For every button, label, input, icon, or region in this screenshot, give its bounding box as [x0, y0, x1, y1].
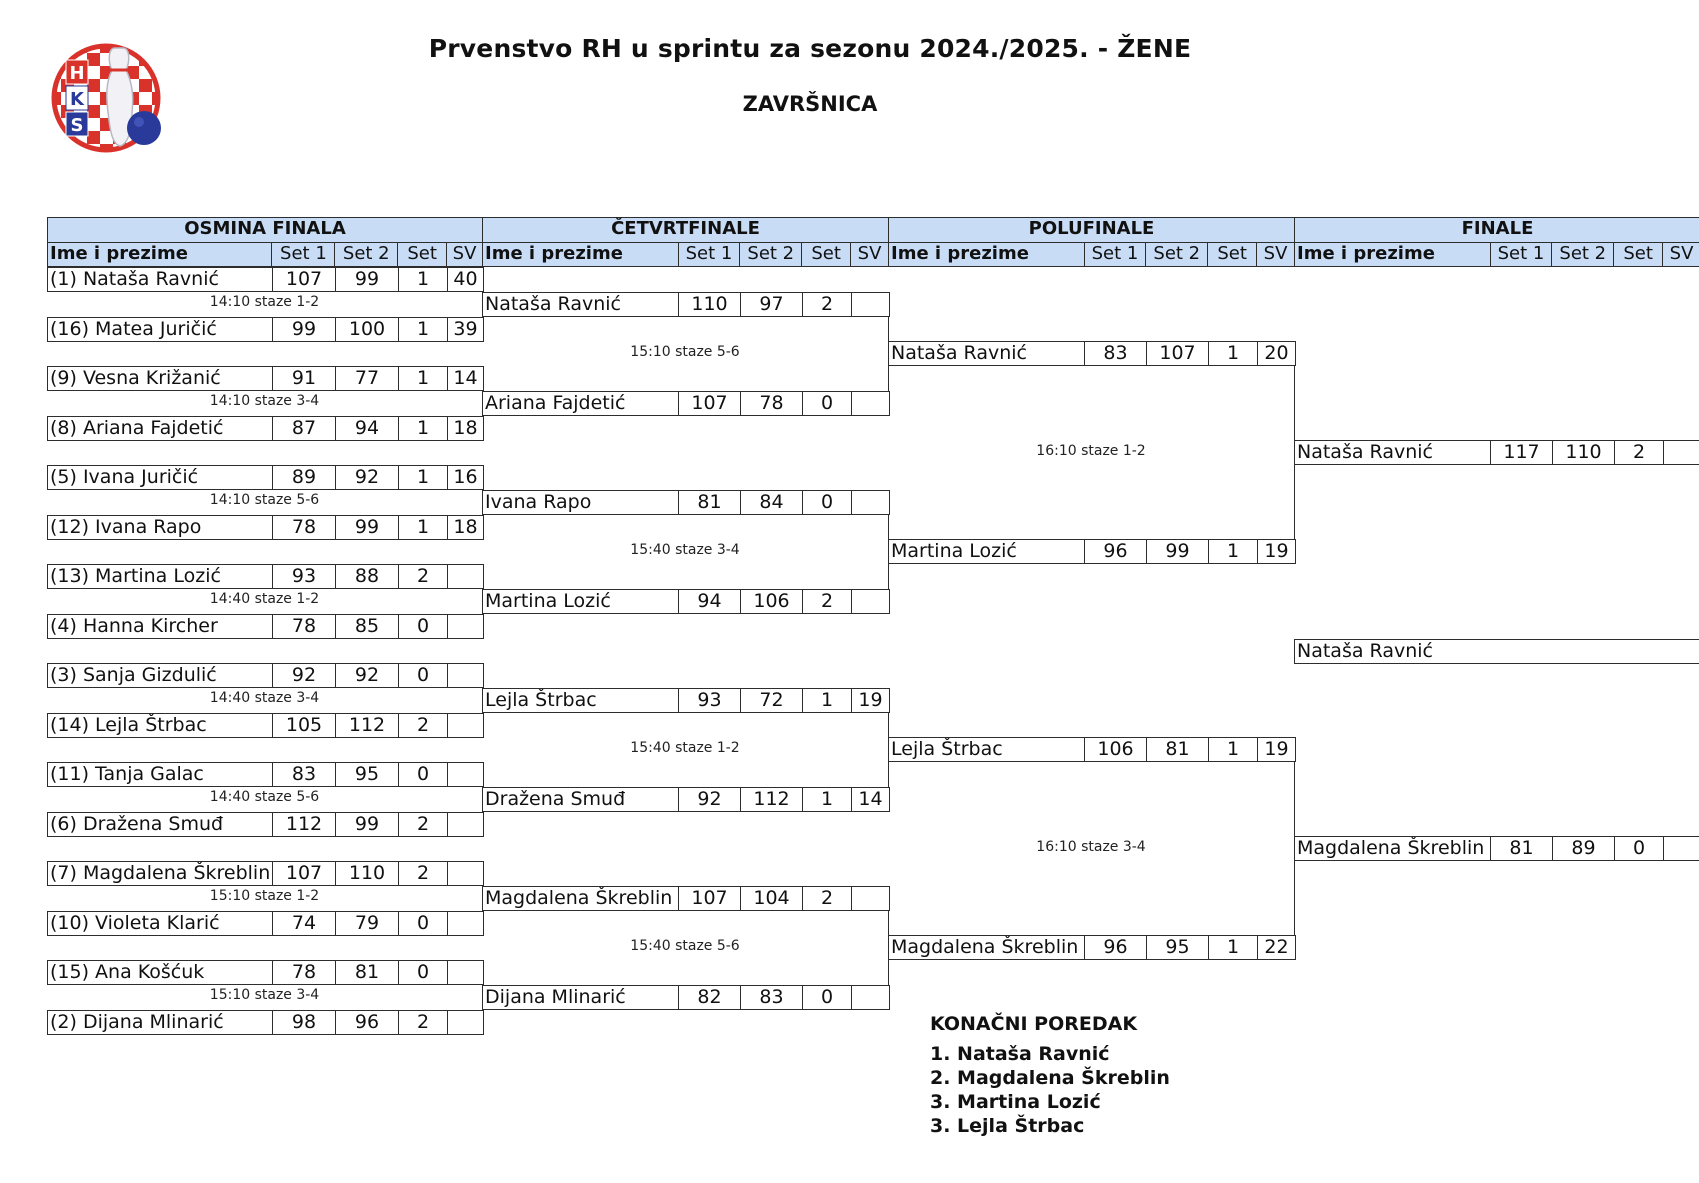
bracket-connector — [482, 910, 889, 911]
score-sv: 19 — [858, 688, 883, 711]
bracket-connector — [888, 761, 1295, 762]
player-row — [47, 762, 484, 787]
player-name: (7) Magdalena Škreblin — [48, 862, 273, 885]
bracket-connector — [47, 588, 483, 589]
column-header: Ime i prezime — [483, 243, 679, 266]
logo-letter-s: S — [70, 115, 84, 136]
player-row — [888, 935, 1296, 960]
round-title: ČETVRTFINALE — [482, 217, 889, 243]
player-row — [47, 416, 484, 441]
logo-checker-square — [152, 144, 164, 156]
player-row — [47, 812, 484, 837]
score-set2: 106 — [741, 590, 803, 613]
score-set2: 78 — [741, 392, 803, 415]
player-name: (2) Dijana Mlinarić — [48, 1011, 273, 1034]
player-name: (3) Sanja Gizdulić — [48, 664, 273, 687]
column-header-row — [47, 242, 483, 267]
score-set: 1 — [399, 318, 448, 341]
score-set: 2 — [399, 565, 448, 588]
score-sv — [448, 763, 483, 786]
bracket-connector — [482, 712, 889, 713]
player-name: (14) Lejla Štrbac — [48, 714, 273, 737]
score-sv — [448, 862, 483, 885]
player-name: Ariana Fajdetić — [483, 392, 679, 415]
score-sv — [852, 590, 889, 613]
score-set: 0 — [399, 961, 448, 984]
standings-item: 1. Nataša Ravnić — [930, 1043, 1110, 1065]
player-row — [47, 515, 484, 540]
final-standings — [930, 1012, 1170, 1138]
score-sv: 19 — [1264, 540, 1289, 563]
match-time-lanes: 15:40 staze 1-2 — [630, 739, 740, 756]
match-time-lanes: 14:10 staze 3-4 — [209, 393, 320, 410]
score-sv — [448, 664, 483, 687]
player-name: Nataša Ravnić — [889, 342, 1085, 365]
player-name: Dijana Mlinarić — [483, 986, 679, 1009]
match-time-lanes: 15:40 staze 5-6 — [630, 937, 740, 954]
bracket-connector — [47, 687, 483, 688]
bracket-connector — [1294, 464, 1699, 465]
bracket-connector — [888, 365, 1295, 366]
score-sv — [852, 887, 889, 910]
player-row — [888, 539, 1296, 564]
score-set2: 92 — [336, 664, 399, 687]
player-name: (1) Nataša Ravnić — [48, 268, 273, 291]
score-set: 1 — [399, 367, 448, 390]
logo-checker-square — [139, 79, 152, 92]
score-sv — [852, 293, 889, 316]
score-set: 1 — [1209, 936, 1258, 959]
score-set1: 112 — [273, 813, 336, 836]
column-header: Set 1 — [1491, 243, 1553, 266]
column-header: Set 1 — [1085, 243, 1147, 266]
score-set1: 83 — [1085, 342, 1147, 365]
score-set1: 81 — [679, 491, 741, 514]
score-sv: 14 — [858, 787, 883, 810]
score-set1: 78 — [273, 615, 336, 638]
score-set1: 82 — [679, 986, 741, 1009]
score-set2: 97 — [741, 293, 803, 316]
column-header: Set 2 — [740, 243, 802, 266]
match-time-lanes: 15:10 staze 1-2 — [209, 888, 320, 905]
score-sv — [448, 565, 483, 588]
score-set: 2 — [1615, 441, 1664, 464]
player-name: Lejla Štrbac — [483, 689, 679, 712]
score-set2: 79 — [336, 912, 399, 935]
score-set2: 112 — [336, 714, 399, 737]
score-set: 1 — [1209, 738, 1258, 761]
match-time-lanes: 15:40 staze 3-4 — [630, 541, 740, 558]
column-header: SV — [1669, 243, 1694, 264]
match-time-lanes: 14:40 staze 1-2 — [209, 591, 320, 608]
column-header: SV — [857, 243, 882, 264]
column-header: Set 2 — [1146, 243, 1208, 266]
score-set2: 84 — [741, 491, 803, 514]
score-set2: 100 — [336, 318, 399, 341]
score-sv — [852, 986, 889, 1009]
score-set: 2 — [399, 862, 448, 885]
player-row — [482, 985, 890, 1010]
score-sv — [448, 813, 483, 836]
score-sv: 18 — [453, 416, 478, 439]
score-set2: 95 — [1147, 936, 1209, 959]
player-row — [888, 341, 1296, 366]
player-row — [482, 490, 890, 515]
page-title: Prvenstvo RH u sprintu za sezonu 2024./2025. - ŽENE — [428, 34, 1192, 63]
player-name: (4) Hanna Kircher — [48, 615, 273, 638]
score-set: 1 — [399, 516, 448, 539]
player-name: (6) Dražena Smuđ — [48, 813, 273, 836]
score-set1: 93 — [679, 689, 741, 712]
score-set1: 117 — [1491, 441, 1553, 464]
player-row — [47, 366, 484, 391]
player-row — [482, 391, 890, 416]
player-name: Ivana Rapo — [483, 491, 679, 514]
score-set1: 110 — [679, 293, 741, 316]
round-title: POLUFINALE — [888, 217, 1295, 243]
player-name: Nataša Ravnić — [1295, 441, 1491, 464]
player-row — [47, 663, 484, 688]
score-sv — [448, 714, 483, 737]
match-time-lanes: 15:10 staze 5-6 — [630, 343, 740, 360]
column-header: SV — [452, 243, 477, 264]
column-header: Set 2 — [335, 243, 398, 266]
logo-letter-k: K — [70, 89, 84, 110]
bracket-connector — [47, 390, 483, 391]
column-header: Set — [398, 243, 447, 266]
score-set2: 107 — [1147, 342, 1209, 365]
player-row — [47, 713, 484, 738]
score-set: 2 — [399, 813, 448, 836]
match-time-lanes: 14:10 staze 1-2 — [209, 294, 320, 311]
score-set: 1 — [399, 417, 448, 440]
champion-box — [1294, 639, 1699, 664]
column-header: Set — [802, 243, 851, 266]
score-set2: 99 — [1147, 540, 1209, 563]
score-sv: 16 — [453, 466, 478, 488]
score-set1: 107 — [679, 887, 741, 910]
player-row — [1294, 836, 1699, 861]
score-set1: 92 — [679, 788, 741, 811]
score-sv: 19 — [1264, 738, 1289, 761]
score-set2: 99 — [336, 516, 399, 539]
score-set: 0 — [803, 491, 852, 514]
player-row — [47, 911, 484, 936]
score-sv — [448, 961, 483, 984]
score-set2: 99 — [336, 813, 399, 836]
player-name: Magdalena Škreblin — [889, 936, 1085, 959]
score-set1: 99 — [273, 318, 336, 341]
player-name: (10) Violeta Klarić — [48, 912, 273, 935]
score-set1: 96 — [1085, 936, 1147, 959]
score-set: 0 — [399, 615, 448, 638]
score-set1: 87 — [273, 417, 336, 440]
score-sv: 39 — [453, 317, 478, 340]
score-set2: 92 — [336, 466, 399, 489]
column-header: Ime i prezime — [48, 243, 272, 266]
score-set2: 110 — [1553, 441, 1615, 464]
score-set: 2 — [399, 1011, 448, 1034]
column-header: Ime i prezime — [889, 243, 1085, 266]
score-sv — [448, 1011, 483, 1034]
bracket-connector — [482, 316, 889, 317]
score-set1: 96 — [1085, 540, 1147, 563]
score-sv: 20 — [1264, 342, 1289, 365]
logo-checker-square — [87, 79, 100, 92]
score-set: 0 — [803, 986, 852, 1009]
player-row — [47, 614, 484, 639]
score-sv — [448, 615, 483, 638]
score-set2: 99 — [336, 268, 399, 291]
player-name: (16) Matea Juričić — [48, 318, 273, 341]
player-name: Martina Lozić — [483, 590, 679, 613]
score-set2: 72 — [741, 689, 803, 712]
score-set2: 81 — [1147, 738, 1209, 761]
score-set1: 98 — [273, 1011, 336, 1034]
score-set1: 93 — [273, 565, 336, 588]
score-set2: 81 — [336, 961, 399, 984]
player-row — [47, 564, 484, 589]
score-set: 1 — [1209, 342, 1258, 365]
score-set2: 83 — [741, 986, 803, 1009]
player-name: Magdalena Škreblin — [483, 887, 679, 910]
player-name: (12) Ivana Rapo — [48, 516, 273, 539]
score-sv: 14 — [453, 367, 478, 389]
standings-item: 3. Martina Lozić — [930, 1091, 1101, 1113]
score-sv — [1664, 837, 1699, 860]
player-name: Martina Lozić — [889, 540, 1085, 563]
score-set: 0 — [803, 392, 852, 415]
column-header-row — [482, 242, 889, 267]
score-set2: 94 — [336, 417, 399, 440]
column-header: Set 1 — [679, 243, 741, 266]
score-set2: 88 — [336, 565, 399, 588]
match-time-lanes: 14:10 staze 5-6 — [209, 492, 320, 509]
bracket-connector — [47, 984, 483, 985]
player-row — [47, 861, 484, 886]
match-time-lanes: 14:40 staze 5-6 — [209, 789, 320, 806]
round-title: OSMINA FINALA — [47, 217, 483, 243]
player-row — [47, 317, 484, 342]
bracket-connector — [47, 885, 483, 886]
column-header: Set — [1208, 243, 1257, 266]
score-sv: 22 — [1264, 936, 1289, 959]
match-time-lanes: 15:10 staze 3-4 — [209, 987, 320, 1004]
score-set2: 112 — [741, 788, 803, 811]
score-sv — [852, 491, 889, 514]
player-name: (15) Ana Košćuk — [48, 961, 273, 984]
score-set1: 107 — [679, 392, 741, 415]
score-set: 1 — [399, 466, 448, 489]
standings-item: 3. Lejla Štrbac — [930, 1115, 1085, 1137]
score-set2: 95 — [336, 763, 399, 786]
player-name: (9) Vesna Križanić — [48, 367, 273, 390]
score-sv — [448, 912, 483, 935]
score-set: 2 — [803, 887, 852, 910]
score-set1: 91 — [273, 367, 336, 390]
champion-name: Nataša Ravnić — [1297, 640, 1433, 663]
bracket-connector — [47, 291, 483, 292]
player-name: (11) Tanja Galac — [48, 763, 273, 786]
score-set: 2 — [399, 714, 448, 737]
player-row — [1294, 440, 1699, 465]
score-sv — [852, 392, 889, 415]
score-set1: 107 — [273, 862, 336, 885]
match-time-lanes: 16:10 staze 1-2 — [1036, 442, 1146, 459]
score-set: 2 — [803, 293, 852, 316]
player-row — [482, 688, 890, 713]
score-set: 0 — [399, 763, 448, 786]
player-name: (13) Martina Lozić — [48, 565, 273, 588]
score-set: 1 — [803, 689, 852, 712]
score-set1: 89 — [273, 466, 336, 489]
round-title: FINALE — [1294, 217, 1699, 243]
column-header: Set 2 — [1552, 243, 1614, 266]
score-sv: 40 — [453, 268, 478, 290]
column-header: Ime i prezime — [1295, 243, 1491, 266]
logo-letter-h: H — [69, 63, 85, 84]
score-set: 1 — [1209, 540, 1258, 563]
player-row — [482, 589, 890, 614]
player-name: Nataša Ravnić — [483, 293, 679, 316]
score-set2: 96 — [336, 1011, 399, 1034]
score-set2: 89 — [1553, 837, 1615, 860]
logo-checker-square — [48, 144, 61, 156]
bracket-connector — [47, 786, 483, 787]
player-row — [47, 960, 484, 985]
score-set: 0 — [399, 664, 448, 687]
player-row — [482, 886, 890, 911]
score-set1: 83 — [273, 763, 336, 786]
standings-title: KONAČNI POREDAK — [930, 1013, 1138, 1035]
score-set2: 110 — [336, 862, 399, 885]
player-name: (8) Ariana Fajdetić — [48, 417, 273, 440]
score-set1: 106 — [1085, 738, 1147, 761]
score-set1: 81 — [1491, 837, 1553, 860]
match-time-lanes: 14:40 staze 3-4 — [209, 690, 320, 707]
score-sv — [1664, 441, 1699, 464]
score-sv: 18 — [453, 515, 478, 538]
player-name: Dražena Smuđ — [483, 788, 679, 811]
score-set1: 107 — [273, 268, 336, 291]
score-set2: 104 — [741, 887, 803, 910]
score-set2: 85 — [336, 615, 399, 638]
score-set: 0 — [399, 912, 448, 935]
column-header: SV — [1263, 243, 1288, 264]
bracket-connector — [482, 514, 889, 515]
column-header: Set 1 — [272, 243, 335, 266]
player-row — [47, 1010, 484, 1035]
player-row — [47, 267, 484, 292]
logo-checker-square — [87, 131, 100, 144]
score-set1: 105 — [273, 714, 336, 737]
bracket-connector — [47, 489, 483, 490]
player-name: Magdalena Škreblin — [1295, 837, 1491, 860]
player-name: Lejla Štrbac — [889, 738, 1085, 761]
score-set: 1 — [399, 268, 448, 291]
player-row — [888, 737, 1296, 762]
score-set: 0 — [1615, 837, 1664, 860]
score-set: 2 — [803, 590, 852, 613]
score-set1: 78 — [273, 516, 336, 539]
column-header-row — [1294, 242, 1699, 267]
page-subtitle: ZAVRŠNICA — [742, 92, 878, 116]
score-set1: 74 — [273, 912, 336, 935]
player-row — [482, 787, 890, 812]
score-set1: 92 — [273, 664, 336, 687]
column-header: Set — [1614, 243, 1663, 266]
standings-item: 2. Magdalena Škreblin — [930, 1067, 1170, 1089]
match-time-lanes: 16:10 staze 3-4 — [1036, 838, 1146, 855]
score-set1: 94 — [679, 590, 741, 613]
column-header-row — [888, 242, 1295, 267]
player-row — [482, 292, 890, 317]
score-set2: 77 — [336, 367, 399, 390]
score-set1: 78 — [273, 961, 336, 984]
player-name: (5) Ivana Juričić — [48, 466, 273, 489]
player-row — [47, 465, 484, 490]
score-set: 1 — [803, 788, 852, 811]
